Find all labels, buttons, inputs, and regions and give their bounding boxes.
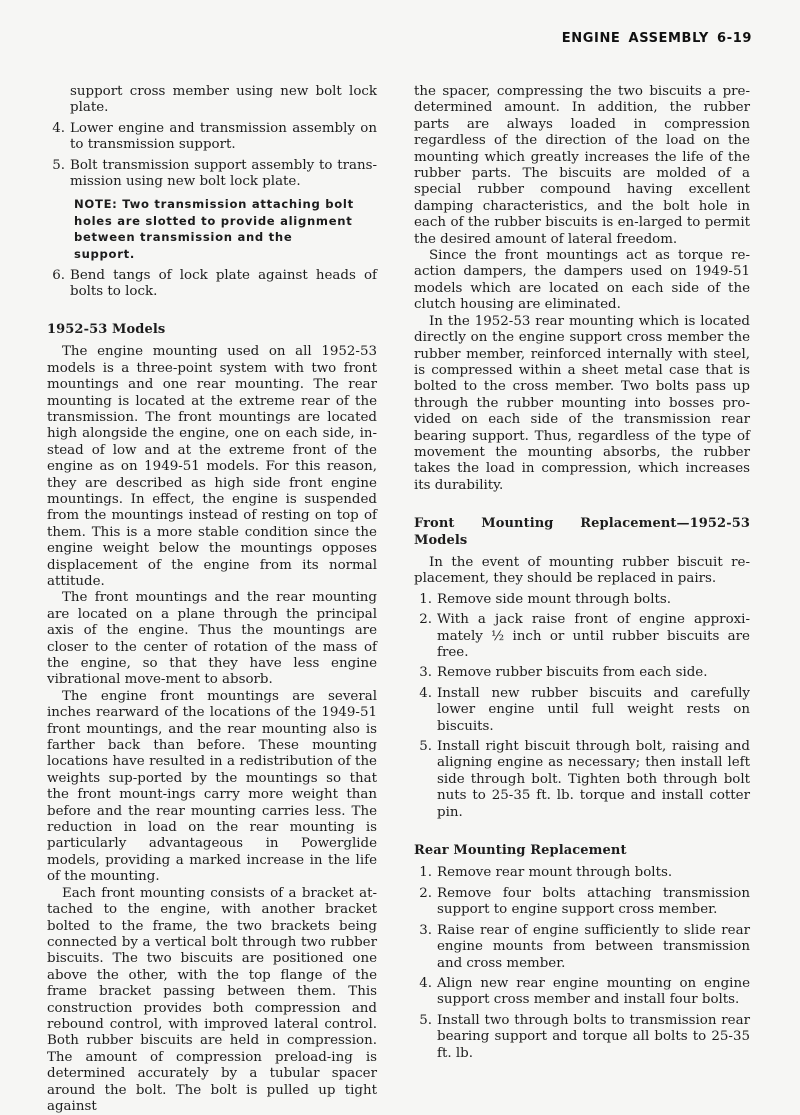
list-item [414, 686, 750, 735]
body-paragraph: The front mountings and the rear mounting are located on a plane through the principal axis of the engine. Thus the mountings are closer to the center of rotation of the mass of the engine, so that they have less engine vibrational move-ment to absorb. [47, 590, 377, 688]
step-text: Remove rubber biscuits from each side. [437, 665, 708, 681]
step-text: Lower engine and transmission assembly on to transmission support. [70, 120, 377, 153]
list-item [47, 158, 377, 191]
list-item [47, 121, 377, 154]
body-paragraph: The engine front mountings are several inches rearward of the locations of the 1949-51 front mountings, and the rear mounting also is farther back than before. These mounting locations have resulted in a redistribution of the weights sup-ported by the mountings so that the front mount-ings carry more weight than before and the rear mounting carries less. The reduction in load on the rear mounting is particularly advantageous in Powerglide models, providing a marked increase in the life of the mounting. [47, 688, 377, 885]
step-text: Remove four bolts attaching transmission support to engine support cross member. [437, 885, 750, 918]
body-paragraph: In the event of mounting rubber biscuit re-placement, they should be replaced in pairs. [414, 554, 750, 587]
list-item [47, 268, 377, 301]
body-paragraph: Since the front mountings act as torque re-action dampers, the dampers used on 1949-51 models which are located on each side of the clutch housing are eliminated. [414, 248, 750, 313]
step-number: 5. [419, 739, 432, 755]
step-text: Align new rear engine mounting on engine support cross member and install four bolts. [437, 975, 750, 1008]
step-number: 3. [419, 665, 432, 681]
step-text: Remove side mount through bolts. [437, 591, 672, 607]
list-item [414, 665, 750, 681]
section-heading: 1952-53 Models [47, 321, 166, 337]
step-text: Install two through bolts to transmission rear bearing support and torque all bolts to 25-35 ft. lb. [437, 1012, 750, 1061]
step-number: 2. [419, 612, 432, 628]
step-number: 1. [419, 865, 432, 881]
step-number: 1. [419, 591, 432, 607]
body-paragraph: The engine mounting used on all 1952-53 models is a three-point system with two front mountings and one rear mounting. The rear mounting is located at the extreme rear of the transmission. The front mountings are located high alongside the engine, one on each side, in-stead of low and at the extreme front of the engine as on 1949-51 models. For this reason, they are described as high side front engine mountings. In effect, the engine is suspended from the mountings instead of resting on top of them. This is a more stable condition since the engine weight below the mountings opposes displacement of the engine from its normal attitude. [47, 344, 377, 589]
page-header: ENGINE ASSEMBLY 6-19 [561, 31, 752, 46]
step-text: With a jack raise front of engine approxi-mately ½ inch or until rubber biscuits are free. [437, 612, 750, 660]
body-paragraph: Each front mounting consists of a bracket at-tached to the engine, with another bracket bolted to the frame, the two brackets being connected by a vertical bolt through two rubber biscuits. The two biscuits are positioned one above the other, with the top flange of the frame bracket passing between them. This construction provides both compression and rebound control, with improved lateral control. Both rubber biscuits are held in compression. The amount of compression preload-ing is determined accurately by a tubular spacer around the bolt. The bolt is pulled up tight against [47, 885, 377, 1114]
step-number: 6. [52, 268, 65, 284]
step-number: 5. [419, 1012, 432, 1028]
step-text: Install new rubber biscuits and carefully lower engine until full weight rests on biscuits. [437, 685, 750, 734]
step-text: Bend tangs of lock plate against heads of bolts to lock. [70, 268, 377, 300]
step-number: 4. [419, 685, 432, 701]
list-item [414, 612, 750, 661]
step-text: Bolt transmission support assembly to trans-mission using new bolt lock plate. [70, 157, 377, 190]
section-heading: Front Mounting Replacement—1952-53 Models [414, 516, 750, 548]
body-paragraph: In the 1952-53 rear mounting which is located directly on the engine support cross member the rubber member, reinforced internally with steel, is compressed within a sheet metal case that is bolted to the cross member. Two bolts pass up through the rubber mounting into bosses pro-vided on each side of the transmission rear bearing support. Thus, regardless of the type of movement the mounting absorbs, the rubber takes the load in compression, which increases its durability. [414, 313, 750, 493]
list-item [414, 886, 750, 919]
step-number: 3. [419, 922, 432, 938]
step-text: Raise rear of engine sufficiently to slide rear engine mounts from between transmission and cross member. [437, 922, 750, 971]
note-callout: NOTE: Two transmission attaching bolt holes are slotted to provide alignment between transmission and the support. [74, 197, 354, 261]
list-item [414, 865, 750, 881]
body-paragraph: the spacer, compressing the two biscuits a pre-determined amount. In addition, the rubber parts are always loaded in compression regardless of the direction of the load on the mounting which greatly increases the life of the rubber parts. The biscuits are molded of a special rubber compound having excellent damping characteristics, and the bolt hole in each of the rubber biscuits is en-larged to permit the desired amount of lateral freedom. [414, 84, 750, 247]
step-text: Remove rear mount through bolts. [437, 865, 673, 881]
step-number: 2. [419, 885, 432, 901]
list-item [414, 739, 750, 821]
step-number: 4. [419, 975, 432, 991]
section-heading: Rear Mounting Replacement [414, 843, 627, 859]
list-item [414, 923, 750, 972]
step-text: Install right biscuit through bolt, raising and aligning engine as necessary; then install left side through bolt. Tighten both through bolt nuts to 25-35 ft. lb. torque and install cotter pin. [437, 739, 750, 820]
continued-step-text: support cross member using new bolt lock plate. [70, 84, 377, 116]
step-number: 4. [52, 120, 65, 136]
left-column [47, 84, 377, 1115]
step-number: 5. [52, 157, 65, 173]
right-column [414, 84, 750, 1066]
list-item [414, 592, 750, 608]
list-item [414, 1013, 750, 1062]
list-item [414, 976, 750, 1009]
